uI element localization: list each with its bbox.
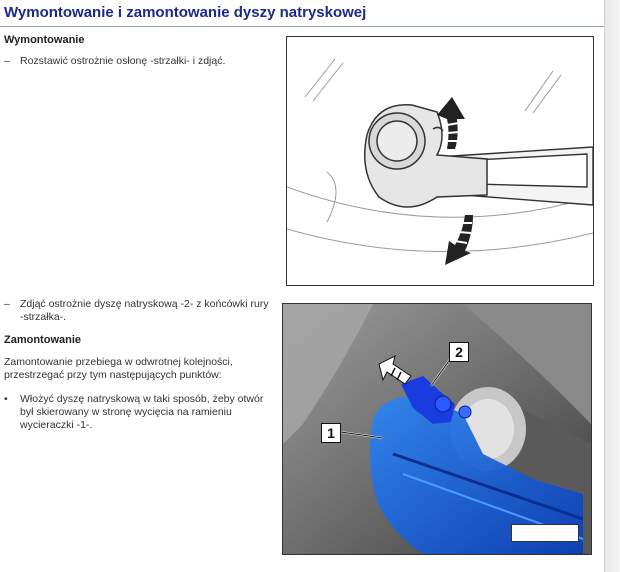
removal-step-1 [4, 55, 274, 68]
page-title: Wymontowanie i zamontowanie dyszy natryskowej [4, 4, 367, 21]
figure-code-box [511, 524, 579, 542]
figure-cover-removal [286, 36, 594, 286]
cover-removal-illustration [287, 37, 593, 285]
title-divider [0, 26, 604, 27]
removal-heading: Wymontowanie [4, 34, 85, 46]
step-text: Zdjąć ostrożnie dyszę natryskową -2- z końcówki rury -strzałka-. [20, 298, 269, 323]
installation-heading: Zamontowanie [4, 334, 82, 346]
installation-intro: Zamontowanie przebiega w odwrotnej kolejności, przestrzegać przy tym następujących punktów: [4, 356, 233, 381]
removal-step-2 [4, 298, 274, 324]
bullet-marker: • [4, 393, 8, 405]
figure-nozzle-removal [282, 303, 592, 555]
bullet-text: Włożyć dyszę natryskową w taki sposób, żeby otwór był skierowany w stronę wycięcia na ramieniu wycieraczki -1-. [20, 393, 264, 431]
callout-2: 2 [449, 342, 469, 362]
dash-marker: – [4, 55, 10, 67]
step-text: Rozstawić ostrożnie osłonę -strzałki- i zdjąć. [20, 55, 226, 67]
callout-1: 1 [321, 423, 341, 443]
installation-bullet-1 [4, 393, 274, 432]
dash-marker: – [4, 298, 10, 310]
page-edge [604, 0, 620, 572]
